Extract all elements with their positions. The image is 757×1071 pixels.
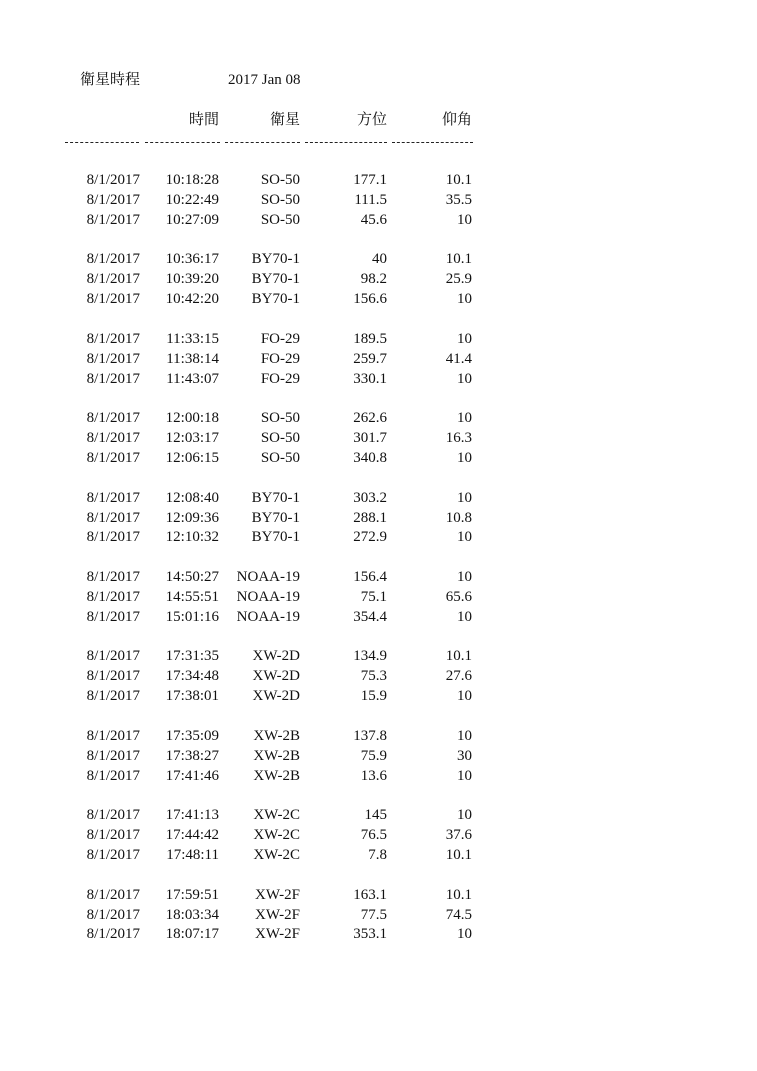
date-cell: 8/1/2017 — [86, 370, 140, 387]
satellite-cell: XW-2D — [252, 648, 300, 665]
satellite-cell: FO-29 — [260, 330, 300, 347]
table-row — [0, 527, 757, 547]
schedule-date: 2017 Jan 08 — [228, 72, 301, 88]
elevation-cell: 41.4 — [445, 350, 472, 367]
time-cell: 10:18:28 — [165, 172, 219, 188]
elevation-cell: 10 — [457, 410, 472, 427]
azimuth-cell: 163.1 — [353, 886, 387, 903]
satellite-cell: XW-2C — [253, 827, 300, 844]
time-cell: 17:41:13 — [165, 807, 219, 824]
elevation-cell: 30 — [457, 747, 472, 764]
table-row — [0, 746, 757, 766]
date-cell: 8/1/2017 — [86, 489, 140, 506]
azimuth-cell: 288.1 — [353, 509, 387, 526]
time-cell: 18:07:17 — [165, 926, 219, 943]
table-row — [0, 766, 757, 786]
table-row — [0, 587, 757, 607]
header-elevation: 仰角 — [441, 112, 472, 128]
elevation-cell: 74.5 — [445, 906, 472, 923]
time-cell: 12:09:36 — [165, 509, 219, 526]
table-row — [0, 488, 757, 508]
satellite-cell: SO-50 — [260, 450, 300, 466]
satellite-cell: XW-2B — [253, 767, 300, 784]
table-row — [0, 726, 757, 746]
elevation-cell: 27.6 — [445, 668, 472, 685]
time-cell: 17:38:01 — [165, 688, 219, 705]
elevation-cell: 10.1 — [445, 648, 472, 665]
satellite-cell: BY70-1 — [251, 489, 300, 506]
elevation-cell: 10.1 — [445, 172, 472, 188]
satellite-cell: FO-29 — [260, 350, 300, 367]
azimuth-cell: 145 — [364, 807, 387, 824]
azimuth-cell: 177.1 — [353, 172, 387, 188]
time-cell: 12:08:40 — [165, 489, 219, 506]
table-row — [0, 845, 757, 865]
satellite-cell: SO-50 — [260, 410, 300, 427]
time-cell: 11:38:14 — [166, 350, 219, 367]
date-cell: 8/1/2017 — [86, 271, 140, 288]
date-cell: 8/1/2017 — [86, 430, 140, 447]
azimuth-cell: 137.8 — [353, 727, 387, 744]
azimuth-cell: 45.6 — [360, 211, 387, 228]
table-row — [0, 805, 757, 825]
time-cell: 17:59:51 — [165, 886, 219, 903]
table-row — [0, 905, 757, 925]
azimuth-cell: 301.7 — [353, 430, 387, 447]
azimuth-cell: 76.5 — [360, 827, 387, 844]
time-cell: 10:27:09 — [165, 211, 219, 228]
date-cell: 8/1/2017 — [86, 450, 140, 466]
table-row — [0, 448, 757, 468]
azimuth-cell: 156.6 — [353, 291, 387, 308]
time-cell: 14:55:51 — [165, 588, 219, 605]
satellite-cell: BY70-1 — [251, 291, 300, 308]
satellite-cell: XW-2D — [252, 688, 300, 705]
elevation-cell: 10 — [457, 926, 472, 943]
divider-dashes — [392, 142, 473, 143]
date-cell: 8/1/2017 — [86, 827, 140, 844]
date-cell: 8/1/2017 — [86, 191, 140, 208]
satellite-cell: NOAA-19 — [236, 588, 300, 605]
table-row — [0, 349, 757, 369]
satellite-cell: SO-50 — [260, 211, 300, 228]
elevation-cell: 10 — [457, 727, 472, 744]
table-row — [0, 924, 757, 944]
azimuth-cell: 13.6 — [360, 767, 387, 784]
date-cell: 8/1/2017 — [86, 847, 140, 863]
elevation-cell: 10 — [457, 211, 472, 228]
table-row — [0, 428, 757, 448]
satellite-cell: SO-50 — [260, 430, 300, 447]
table-row — [0, 666, 757, 686]
table-row — [0, 825, 757, 845]
table-row — [0, 289, 757, 309]
date-cell: 8/1/2017 — [86, 926, 140, 943]
divider-dashes — [145, 142, 220, 143]
date-cell: 8/1/2017 — [86, 330, 140, 347]
azimuth-cell: 77.5 — [360, 906, 387, 923]
elevation-cell: 10 — [457, 450, 472, 466]
azimuth-cell: 272.9 — [353, 529, 387, 546]
elevation-cell: 25.9 — [445, 271, 472, 288]
date-cell: 8/1/2017 — [86, 767, 140, 784]
time-cell: 17:35:09 — [165, 727, 219, 744]
time-cell: 11:43:07 — [166, 370, 219, 387]
header-satellite: 衛星 — [269, 112, 300, 128]
table-row — [0, 646, 757, 666]
azimuth-cell: 353.1 — [353, 926, 387, 943]
table-row — [0, 508, 757, 528]
date-cell: 8/1/2017 — [86, 251, 140, 268]
azimuth-cell: 262.6 — [353, 410, 387, 427]
azimuth-cell: 75.9 — [360, 747, 387, 764]
divider-dashes — [305, 142, 387, 143]
azimuth-cell: 98.2 — [360, 271, 387, 288]
date-cell: 8/1/2017 — [86, 410, 140, 427]
satellite-cell: XW-2D — [252, 668, 300, 685]
satellite-cell: FO-29 — [260, 370, 300, 387]
table-row — [0, 329, 757, 349]
azimuth-cell: 330.1 — [353, 370, 387, 387]
satellite-cell: BY70-1 — [251, 271, 300, 288]
date-cell: 8/1/2017 — [86, 172, 140, 188]
satellite-cell: XW-2F — [255, 886, 300, 903]
elevation-cell: 37.6 — [445, 827, 472, 844]
date-cell: 8/1/2017 — [86, 807, 140, 824]
time-cell: 14:50:27 — [165, 569, 219, 585]
time-cell: 10:39:20 — [165, 271, 219, 288]
date-cell: 8/1/2017 — [86, 350, 140, 367]
azimuth-cell: 75.3 — [360, 668, 387, 685]
header-time: 時間 — [188, 112, 219, 128]
elevation-cell: 10 — [457, 569, 472, 585]
satellite-cell: SO-50 — [260, 191, 300, 208]
elevation-cell: 10 — [457, 807, 472, 824]
elevation-cell: 10 — [457, 291, 472, 308]
elevation-cell: 10.1 — [445, 847, 472, 863]
satellite-cell: XW-2C — [253, 847, 300, 863]
azimuth-cell: 354.4 — [353, 608, 387, 625]
satellite-cell: XW-2B — [253, 727, 300, 744]
time-cell: 11:33:15 — [166, 330, 219, 347]
date-cell: 8/1/2017 — [86, 648, 140, 665]
date-cell: 8/1/2017 — [86, 588, 140, 605]
time-cell: 18:03:34 — [165, 906, 219, 923]
divider-dashes — [225, 142, 300, 143]
azimuth-cell: 111.5 — [354, 191, 387, 208]
table-row — [0, 686, 757, 706]
table-row — [0, 369, 757, 389]
satellite-cell: NOAA-19 — [236, 569, 300, 585]
time-cell: 12:06:15 — [165, 450, 219, 466]
azimuth-cell: 75.1 — [360, 588, 387, 605]
table-row — [0, 408, 757, 428]
elevation-cell: 10 — [457, 370, 472, 387]
time-cell: 10:22:49 — [165, 191, 219, 208]
elevation-cell: 10 — [457, 330, 472, 347]
date-cell: 8/1/2017 — [86, 529, 140, 546]
azimuth-cell: 259.7 — [353, 350, 387, 367]
date-cell: 8/1/2017 — [86, 608, 140, 625]
date-cell: 8/1/2017 — [86, 509, 140, 526]
azimuth-cell: 134.9 — [353, 648, 387, 665]
date-cell: 8/1/2017 — [86, 886, 140, 903]
date-cell: 8/1/2017 — [86, 668, 140, 685]
table-row — [0, 269, 757, 289]
date-cell: 8/1/2017 — [86, 906, 140, 923]
elevation-cell: 10 — [457, 767, 472, 784]
satellite-cell: BY70-1 — [251, 509, 300, 526]
azimuth-cell: 40 — [372, 251, 387, 268]
table-row — [0, 885, 757, 905]
azimuth-cell: 156.4 — [353, 569, 387, 585]
divider-dashes — [65, 142, 139, 143]
time-cell: 12:03:17 — [165, 430, 219, 447]
satellite-cell: BY70-1 — [251, 251, 300, 268]
elevation-cell: 10.1 — [445, 251, 472, 268]
time-cell: 17:34:48 — [165, 668, 219, 685]
satellite-cell: BY70-1 — [251, 529, 300, 546]
time-cell: 17:48:11 — [166, 847, 219, 863]
azimuth-cell: 7.8 — [368, 847, 387, 863]
elevation-cell: 35.5 — [445, 191, 472, 208]
satellite-cell: XW-2F — [255, 906, 300, 923]
satellite-cell: NOAA-19 — [236, 608, 300, 625]
time-cell: 12:00:18 — [165, 410, 219, 427]
satellite-cell: XW-2B — [253, 747, 300, 764]
time-cell: 15:01:16 — [165, 608, 219, 625]
time-cell: 17:41:46 — [165, 767, 219, 784]
date-cell: 8/1/2017 — [86, 727, 140, 744]
satellite-cell: XW-2F — [255, 926, 300, 943]
elevation-cell: 10.8 — [445, 509, 472, 526]
elevation-cell: 10 — [457, 608, 472, 625]
elevation-cell: 10 — [457, 489, 472, 506]
time-cell: 10:42:20 — [165, 291, 219, 308]
elevation-cell: 10.1 — [445, 886, 472, 903]
date-cell: 8/1/2017 — [86, 291, 140, 308]
elevation-cell: 10 — [457, 529, 472, 546]
azimuth-cell: 15.9 — [360, 688, 387, 705]
date-cell: 8/1/2017 — [86, 688, 140, 705]
time-cell: 17:38:27 — [165, 747, 219, 764]
satellite-cell: SO-50 — [260, 172, 300, 188]
document-title: 衛星時程 — [80, 72, 141, 88]
azimuth-cell: 340.8 — [353, 450, 387, 466]
time-cell: 12:10:32 — [165, 529, 219, 546]
table-row — [0, 170, 757, 190]
date-cell: 8/1/2017 — [86, 211, 140, 228]
time-cell: 17:44:42 — [165, 827, 219, 844]
date-cell: 8/1/2017 — [86, 747, 140, 764]
table-row — [0, 607, 757, 627]
elevation-cell: 10 — [457, 688, 472, 705]
table-row — [0, 210, 757, 230]
header-azimuth: 方位 — [356, 112, 387, 128]
elevation-cell: 16.3 — [445, 430, 472, 447]
date-cell: 8/1/2017 — [86, 569, 140, 585]
table-row — [0, 190, 757, 210]
table-row — [0, 249, 757, 269]
time-cell: 17:31:35 — [165, 648, 219, 665]
table-row — [0, 567, 757, 587]
satellite-cell: XW-2C — [253, 807, 300, 824]
azimuth-cell: 303.2 — [353, 489, 387, 506]
elevation-cell: 65.6 — [445, 588, 472, 605]
azimuth-cell: 189.5 — [353, 330, 387, 347]
time-cell: 10:36:17 — [165, 251, 219, 268]
